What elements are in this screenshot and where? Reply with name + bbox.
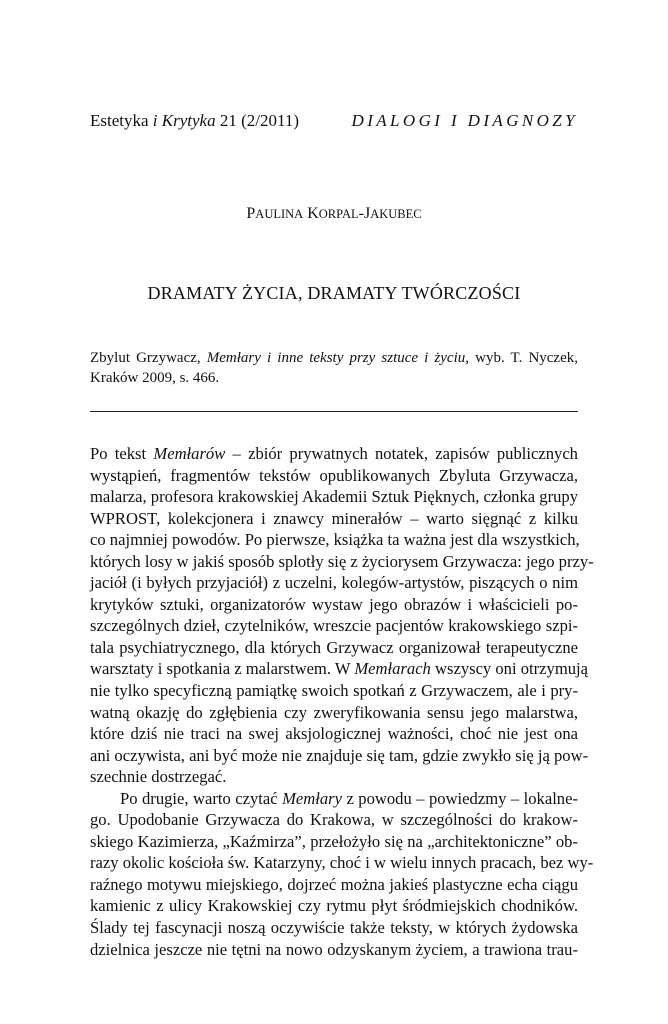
journal-name-italic-krytyka: Krytyka — [161, 111, 216, 130]
body-line: nie tylko specyficzną pamiątkę swoich spotkań z Grzywaczem, ale i pry- — [90, 681, 578, 701]
article-title: DRAMATY ŻYCIA, DRAMATY TWÓRCZOŚCI — [147, 283, 521, 303]
body-line: malarza, profesora krakowskiej Akademii Sztuk Pięknych, członka grupy — [90, 487, 578, 507]
body-line: WPROST, kolekcjonera i znawcy minerałów – warto sięgnąć z kilku — [90, 508, 578, 528]
body-line: skiego Kazimierza, „Kaźmirza”, przełożyło się na „architektoniczne” ob- — [90, 831, 578, 851]
body-line: dzielnica jeszcze nie tętni na nowo odzyskanym życiem, a trawiona trau- — [90, 939, 578, 959]
author-smallcaps: ORPAL — [318, 207, 359, 221]
author-smallcaps: AKUBEC — [370, 207, 422, 221]
body-text: Po tekst — [90, 444, 154, 463]
journal-name-part: Estetyka — [90, 111, 153, 130]
reference-line: Kraków 2009, s. 466. — [90, 370, 220, 386]
body-line: raźnego motywu miejskiego, dojrzeć można jakieś plastyczne echa ciągu — [90, 874, 578, 894]
body-italic: Memłarów — [153, 444, 226, 463]
author-smallcaps: AULINA — [255, 207, 304, 221]
body-text: z powodu – powiedzmy – lokalne- — [341, 788, 578, 808]
body-line: szczególnych dzieł, czytelników, wreszcie pacjentów krakowskiego szpi- — [90, 616, 578, 636]
body-line: go. Upodobanie Grzywacza do Krakowa, w szczególności do krakow- — [90, 810, 578, 830]
body-text: Po drugie, warto czytać — [120, 788, 283, 808]
article-body — [90, 443, 594, 960]
body-text: – zbiór prywatnych notatek, zapisów publicznych — [225, 444, 578, 463]
author-initial: P — [246, 205, 256, 222]
reference-text: Zbylut Grzywacz, — [90, 350, 207, 366]
body-line: jaciół (i byłych przyjaciół) z uczelni, kolegów-artystów, piszących o nim — [90, 573, 578, 593]
body-line: krytyków sztuki, organizatorów wystaw jego obrazów i właścicieli po- — [90, 594, 578, 614]
body-line: tala psychiatrycznego, dla których Grzywacz organizował terapeutyczne — [90, 637, 578, 657]
body-line: co najmniej powodów. Po pierwsze, książka ta ważna jest dla wszystkich, — [90, 530, 580, 550]
body-text: wszyscy oni otrzymują — [430, 659, 589, 679]
separator-rule — [90, 411, 578, 412]
body-line: razy okolic kościoła św. Katarzyny, choć i w wielu innych pracach, bez wy- — [90, 853, 594, 873]
reference-line — [90, 348, 578, 368]
body-line — [90, 443, 578, 465]
body-line: których losy w jakiś sposób splotły się z życiorysem Grzywacza: jego przy- — [90, 551, 594, 571]
body-text: warsztaty i spotkania z malarstwem. W — [90, 659, 355, 679]
journal-name-italic-i: i — [152, 111, 158, 130]
reference-text: , wyb. T. Nyczek, — [465, 350, 578, 366]
body-line — [90, 658, 589, 680]
body-line: Ślady tej fascynacji noszą oczywiście także teksty, w których żydowska — [90, 918, 578, 938]
body-line: szechnie dostrzegać. — [90, 767, 227, 787]
body-line: ani oczywista, ani być może nie znajduje się tam, gdzie zwykło się ją pow- — [90, 745, 589, 765]
running-header-section: DIALOGI I DIAGNOZY — [351, 111, 578, 130]
body-line: kamienic z ulicy Krakowskiej czy rytmu płyt śródmiejskich chodników. — [90, 896, 578, 916]
journal-issue: 21 (2/2011) — [215, 111, 300, 130]
body-line: wystąpień, fragmentów tekstów opublikowanych Zbyluta Grzywacza, — [90, 465, 578, 485]
body-line — [90, 788, 578, 810]
reference-book-title: Memłary i inne teksty przy sztuce i życiu — [206, 350, 466, 366]
author-initial: J — [363, 205, 371, 222]
running-header-journal — [90, 111, 299, 131]
article-author — [0, 204, 668, 224]
author-initial: K — [307, 205, 319, 222]
body-line: które dziś nie traci na swej aksjologicznej ważności, choć nie jest ona — [90, 724, 578, 744]
author-dash: - — [358, 205, 364, 222]
reviewed-book-reference — [90, 348, 578, 388]
body-line: watną okazję do zgłębienia czy zweryfikowania sensu jego malarstwa, — [90, 702, 578, 722]
body-italic: Memłarach — [354, 659, 431, 679]
body-italic: Memłary — [282, 788, 342, 808]
